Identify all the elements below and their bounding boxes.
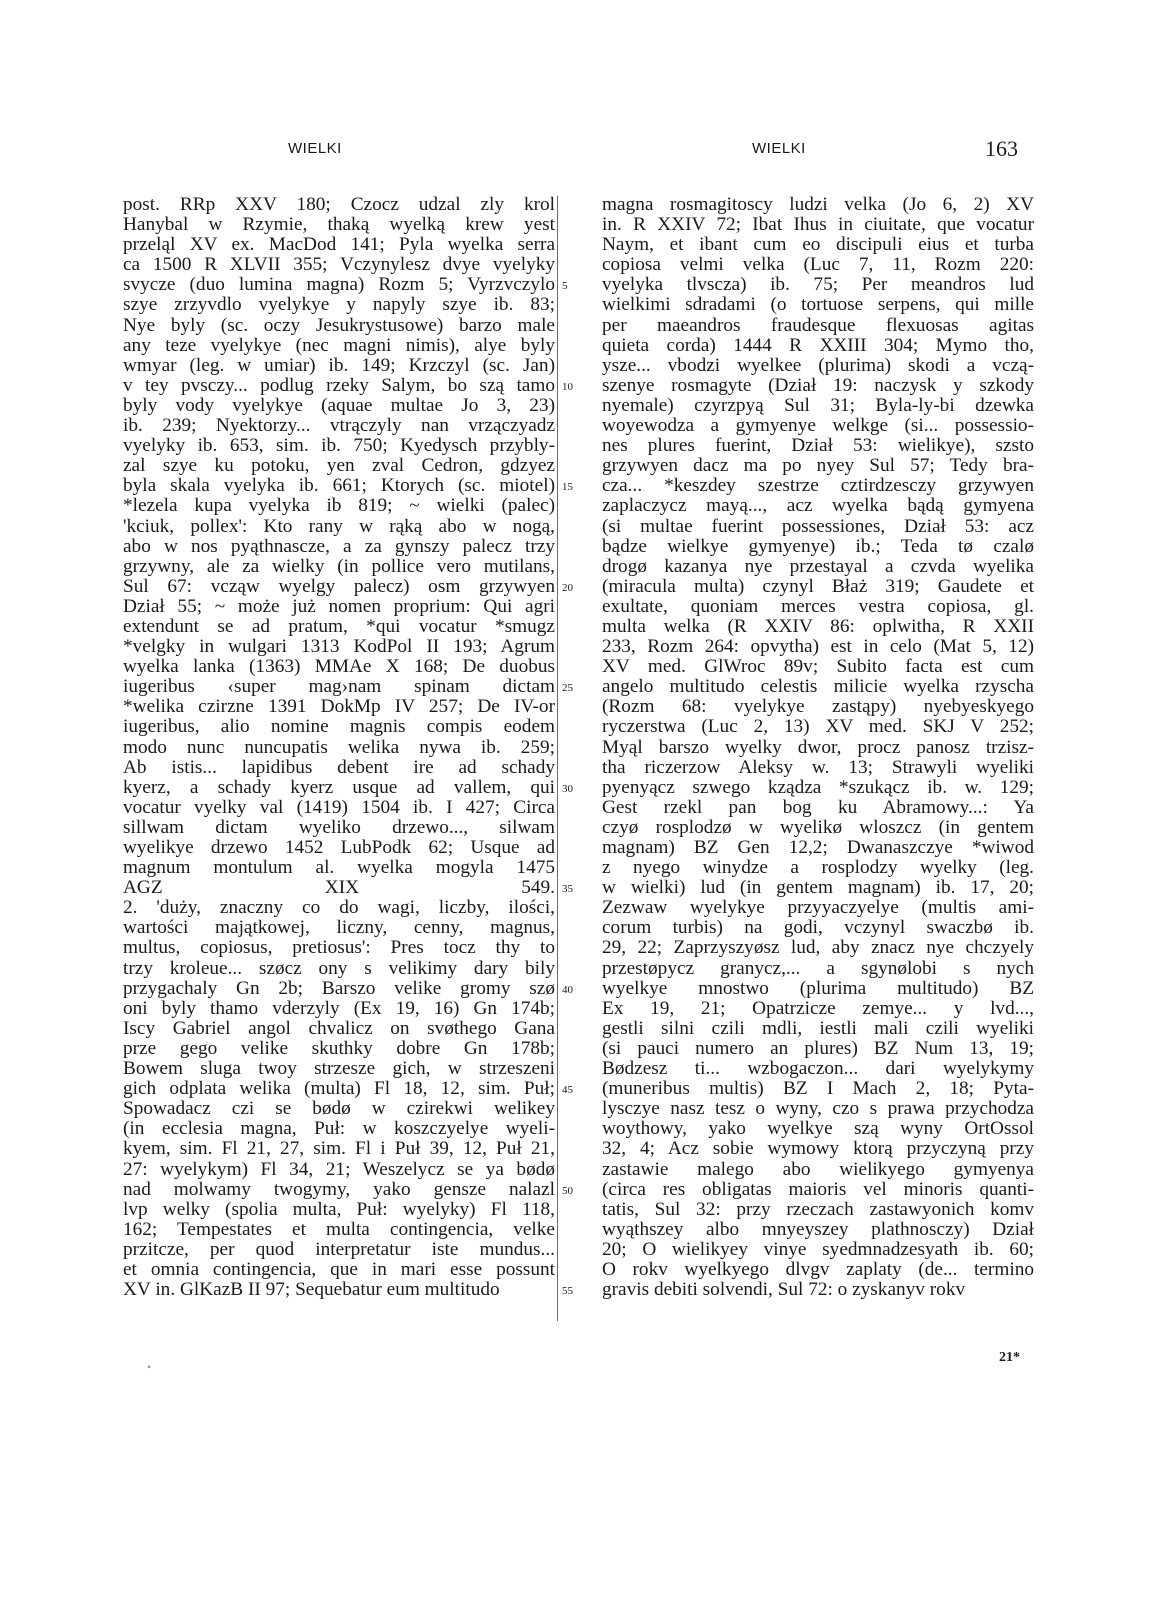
- line-number: 25: [562, 682, 573, 695]
- text-line: (circa res obligatas maioris vel minoris quanti-: [602, 1178, 1034, 1200]
- text-line: Sul 67: vcząw wyelgy palecz) osm grzywyen: [123, 575, 555, 597]
- text-line: *velgky in wulgari 1313 KodPol II 193; Agrum: [123, 636, 555, 658]
- text-line: grzywny, ale za wielky (in pollice vero mutilans,: [123, 555, 555, 577]
- text-line: drogø kazanya nye przestayal a czvda wyelika: [602, 555, 1034, 577]
- text-line: prze gego velike skuthky dobre Gn 178b;: [123, 1037, 555, 1059]
- line-number: 5: [562, 280, 568, 293]
- text-line: (si pauci numero an plures) BZ Num 13, 19;: [602, 1037, 1034, 1059]
- text-line: any teze vyelykye (nec magni nimis), alye byly: [123, 334, 555, 356]
- text-line: Nye byly (sc. oczy Jesukrystusowe) barzo male: [123, 314, 555, 336]
- line-number: 15: [562, 481, 573, 494]
- text-line: ryczerstwa (Luc 2, 13) XV med. SKJ V 252;: [602, 716, 1034, 738]
- text-line: bądze wielkye gymyenye) ib.; Teda tø czalø: [602, 535, 1034, 557]
- line-number: 50: [562, 1184, 573, 1197]
- text-line: wielkimi sdradami (o tortuose serpens, qui mille: [602, 294, 1034, 316]
- text-line: grzywyen dacz ma po nyey Sul 57; Tedy bra-: [602, 455, 1034, 477]
- text-line: wartości majątkowej, liczny, cenny, magnus,: [123, 917, 555, 939]
- signature-mark: 21*: [999, 1350, 1020, 1365]
- text-line: lysczye nasz tesz o wyny, czo s prawa przychodza: [602, 1098, 1034, 1120]
- text-line: Hanybal w Rzymie, thaką wyelką krew yest: [123, 214, 555, 236]
- text-line: tha riczerzow Aleksy w. 13; Strawyli wyeliki: [602, 756, 1034, 778]
- text-line: Myąl barszo wyelky dwor, procz panosz trzisz-: [602, 736, 1034, 758]
- text-line: Spowadacz czi se bødø w czirekwi welikey: [123, 1098, 555, 1120]
- text-line: (muneribus multis) BZ I Mach 2, 18; Pyta-: [602, 1078, 1034, 1100]
- text-line: Dział 55; ~ może już nomen proprium: Qui agri: [123, 595, 555, 617]
- line-number: 20: [562, 581, 573, 594]
- text-line: 2. 'duży, znaczny co do wagi, liczby, ilości,: [123, 897, 555, 919]
- text-line: nes plures fuerint, Dział 53: wielikye), szsto: [602, 435, 1034, 457]
- line-number-gutter: [562, 195, 590, 1325]
- text-line: czyø rosplodzø w wyelikø wloszcz (in gentem: [602, 816, 1034, 838]
- text-line: in. R XXIV 72; Ibat Ihus in ciuitate, que vocatur: [602, 214, 1034, 236]
- text-line: XV in. GlKazB II 97; Sequebatur eum multitudo: [123, 1279, 500, 1301]
- text-line: wyelikye drzewo 1452 LubPodk 62; Usque ad: [123, 837, 555, 858]
- text-line: kyem, sim. Fl 21, 27, sim. Fl i Puł 39, 12, Puł 21,: [123, 1138, 555, 1160]
- text-line: 27: wyelykym) Fl 34, 21; Weszelycz se ya bødø: [123, 1158, 555, 1180]
- text-line: Gest rzekl pan bog ku Abramowy...: Ya: [602, 796, 1034, 818]
- line-number: 45: [562, 1084, 573, 1097]
- text-line: O rokv wyelkyego dlvgv zaplaty (de... termino: [602, 1258, 1034, 1280]
- text-line: (miracula multa) czynyl Błaż 319; Gaudete et: [602, 575, 1034, 597]
- text-line: corum turbis) na godi, vczynyl swaczbø ib.: [602, 917, 1034, 939]
- text-line: *lezela kupa vyelyka ib 819; ~ wielki (palec): [123, 495, 555, 517]
- text-line: szye zrzyvdlo vyelykye y napyly szye ib. 83;: [123, 294, 555, 316]
- line-number: 30: [562, 782, 573, 795]
- line-number: 35: [562, 883, 573, 896]
- text-line: wyelkye mnostwo (plurima multitudo) BZ: [602, 977, 1034, 999]
- text-line: vocatur vyelky val (1419) 1504 ib. I 427; Circa: [123, 796, 555, 818]
- text-line: ysze... vbodzi wyelkee (plurima) skodi a vczą-: [602, 354, 1034, 376]
- text-line: nad molwamy twogymy, yako gensze nalazl: [123, 1178, 555, 1200]
- text-line: tatis, Sul 32: przy rzeczach zastawyonich komv: [602, 1198, 1034, 1220]
- text-line: multus, copiosus, pretiosus': Pres tocz thy to: [123, 937, 555, 959]
- text-line: exultate, quoniam merces vestra copiosa, gl.: [602, 595, 1034, 617]
- text-line: zastawie malego abo wielikyego gymyenya: [602, 1158, 1034, 1180]
- text-line: przeląl XV ex. MacDod 141; Pyla wyelka serra: [123, 234, 555, 256]
- text-line: 162; Tempestates et multa contingencia, velke: [123, 1218, 555, 1240]
- text-line: sillwam dictam wyeliko drzewo..., silwam: [123, 816, 555, 838]
- text-line: woythowy, yako wyelkye szą wyny OrtOssol: [602, 1118, 1034, 1140]
- running-head-left: WIELKI: [288, 140, 342, 157]
- text-line: gich odplata welika (multa) Fl 18, 12, sim. Puł;: [123, 1078, 555, 1100]
- text-line: magna rosmagitoscy ludzi velka (Jo 6, 2) XV: [602, 194, 1034, 215]
- text-line: (in ecclesia magna, Puł: w koszczyelye wyeli-: [123, 1118, 555, 1140]
- text-line: (Rozm 68: vyelykye zastąpy) nyebyeskyego: [602, 696, 1034, 718]
- text-line: modo nunc nuncupatis welika nywa ib. 259;: [123, 736, 555, 758]
- text-line: *welika czirzne 1391 DokMp IV 257; De IV-or: [123, 696, 555, 718]
- text-line: (si multae fuerint possessiones, Dział 53: acz: [602, 515, 1034, 537]
- page-number: 163: [985, 136, 1018, 161]
- text-line: nyemale) czyrzpyą Sul 31; Byla-ly-bi dzewka: [602, 394, 1034, 416]
- text-line: extendunt se ad pratum, *qui vocatur *smugz: [123, 615, 555, 637]
- text-line: gravis debiti solvendi, Sul 72: o zyskanyv rokv: [602, 1279, 966, 1301]
- text-line: byly vody vyelykye (aquae multae Jo 3, 23): [123, 394, 555, 416]
- text-line: 20; O wielikyey vinye syedmnadzesyath ib. 60;: [602, 1238, 1034, 1260]
- text-line: kyerz, a schady kyerz usque ad vallem, qui: [123, 776, 555, 798]
- line-number: 55: [562, 1285, 573, 1298]
- stray-ink-dot: •: [147, 1360, 152, 1374]
- text-line: zaplaczycz mayą..., acz wyelka bądą gymyena: [602, 495, 1034, 517]
- text-line: lvp welky (spolia multa, Puł: wyelyky) Fl 118,: [123, 1198, 555, 1220]
- text-line: 233, Rozm 264: opvytha) est in celo (Mat 5, 12): [602, 636, 1034, 658]
- text-line: cza... *keszdey szestrze cztirdzesczy grzywyen: [602, 475, 1034, 497]
- text-line: przitcze, per quod interpretatur iste mundus...: [123, 1238, 555, 1260]
- text-line: wmyar (leg. w umiar) ib. 149; Krzczyl (sc. Jan): [123, 354, 555, 376]
- text-line: trzy kroleue... szøcz ony s velikimy dary bily: [123, 957, 555, 979]
- text-line: Naym, et ibant cum eo discipuli eius et turba: [602, 234, 1034, 256]
- text-line: przestøpycz granycz,... a sgynølobi s nych: [602, 957, 1034, 979]
- text-line: abo w nos pyąthnascze, a za gynszy palecz trzy: [123, 535, 555, 557]
- text-line: magnum montulum al. wyelka mogyla 1475: [123, 857, 555, 879]
- text-line: AGZ XIX 549.: [123, 877, 555, 899]
- text-line: z nyego winydze a rosplodzy wyelky (leg.: [602, 857, 1034, 879]
- text-line: szenye rosmagyte (Dział 19: naczysk y szkody: [602, 374, 1034, 396]
- text-line: zal szye ku potoku, yen zval Cedron, gdzyez: [123, 455, 555, 477]
- column-divider: [557, 196, 558, 1321]
- text-line: ca 1500 R XLVII 355; Vczynylesz dvye vyelyky: [123, 254, 555, 276]
- line-number: 10: [562, 380, 573, 393]
- text-line: pyenyącz szwego kządza *szukącz ib. w. 129;: [602, 776, 1034, 798]
- right-text-column: [602, 195, 1034, 1300]
- text-line: 32, 4; Acz sobie wymowy ktorą przyczyną przy: [602, 1138, 1034, 1160]
- text-line: woyewodza a gymyenye welkge (si... possessio-: [602, 415, 1034, 437]
- left-text-column: [123, 195, 555, 1300]
- text-line: per maeandros fraudesque flexuosas agitas: [602, 314, 1034, 336]
- text-line: 'kciuk, pollex': Kto rany w rąką abo w nogą,: [123, 515, 555, 537]
- text-line: angelo multitudo celestis milicie wyelka rzyscha: [602, 676, 1034, 698]
- text-line: magnam) BZ Gen 12,2; Dwanaszczye *wiwod: [602, 837, 1034, 858]
- text-line: Bowem sluga twoy strzesze gich, w strzeszeni: [123, 1058, 555, 1080]
- text-line: w wielki) lud (in gentem magnam) ib. 17, 20;: [602, 877, 1034, 899]
- line-number: 40: [562, 983, 573, 996]
- text-line: post. RRp XXV 180; Czocz udzal zly krol: [123, 194, 555, 215]
- text-line: vyelyka tlvscza) ib. 75; Per meandros lud: [602, 274, 1034, 296]
- text-line: Ex 19, 21; Opatrzicze zemye... y lvd...,: [602, 997, 1034, 1019]
- text-line: wyelka lanka (1363) MMAe X 168; De duobus: [123, 656, 555, 678]
- text-line: XV med. GlWroc 89v; Subito facta est cum: [602, 656, 1034, 678]
- text-line: 29, 22; Zaprzyszyøsz lud, aby znacz nye chczyely: [602, 937, 1034, 959]
- text-line: byla skala vyelyka ib. 661; Ktorych (sc. miotel): [123, 475, 555, 497]
- text-line: svycze (duo lumina magna) Rozm 5; Vyrzvczylo: [123, 274, 555, 296]
- text-line: gestli silni czili mdli, iestli mali czili wyeliki: [602, 1017, 1034, 1039]
- text-line: oni byly thamo vderzyly (Ex 19, 16) Gn 174b;: [123, 997, 555, 1019]
- text-line: v tey pvsczy... podlug rzeky Salym, bo szą tamo: [123, 374, 555, 396]
- text-line: multa welka (R XXIV 86: oplwitha, R XXII: [602, 615, 1034, 637]
- text-line: Bødzesz ti... wzbogaczon... dari wyelykymy: [602, 1058, 1034, 1080]
- text-line: Zezwaw wyelykye przyyaczyelye (multis ami-: [602, 897, 1034, 919]
- text-line: wyąthszey albo mnyeyszey plathnosczy) Dział: [602, 1218, 1034, 1240]
- text-line: Iscy Gabriel angol chvalicz on svøthego Gana: [123, 1017, 555, 1039]
- text-line: et omnia contingencia, que in mari esse possunt: [123, 1258, 555, 1280]
- text-line: quieta corda) 1444 R XXIII 304; Mymo tho,: [602, 334, 1034, 356]
- running-head-right: WIELKI: [752, 140, 806, 157]
- text-line: iugeribus, alio nomine magnis compis eodem: [123, 716, 555, 738]
- text-line: przygachaly Gn 2b; Barszo velike gromy szø: [123, 977, 555, 999]
- text-line: vyelyky ib. 653, sim. ib. 750; Kyedysch przybly-: [123, 435, 555, 457]
- text-line: ib. 239; Nyektorzy... vtrączyly nan vrzączyadz: [123, 415, 555, 437]
- text-line: copiosa velmi velka (Luc 7, 11, Rozm 220:: [602, 254, 1034, 276]
- text-line: iugeribus ‹super mag›nam spinam dictam: [123, 676, 555, 698]
- text-line: Ab istis... lapidibus debent ire ad schady: [123, 756, 555, 778]
